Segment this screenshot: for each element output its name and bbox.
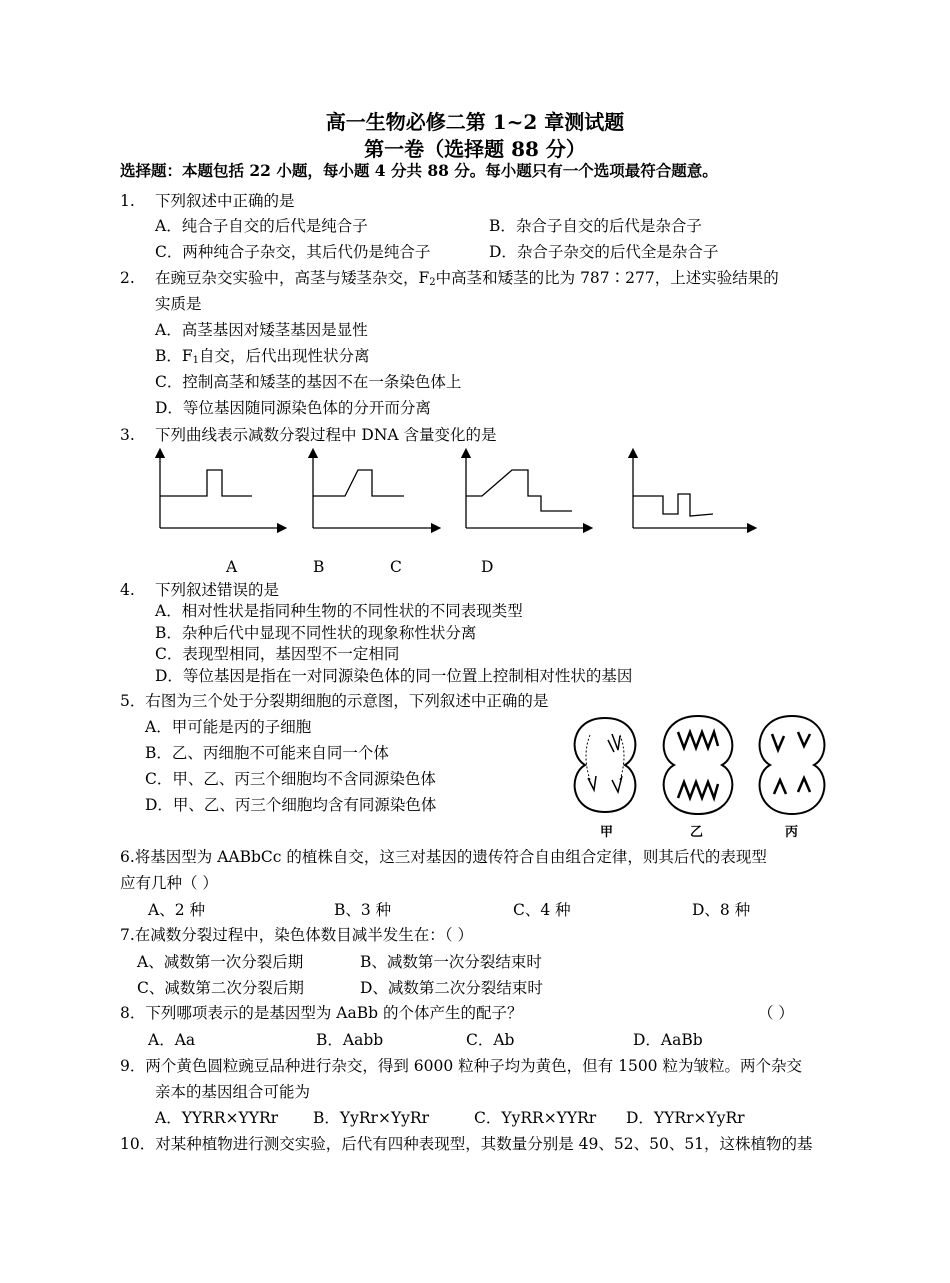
- q4-stem: 下列叙述错误的是: [155, 581, 280, 599]
- q4-number: 4.: [120, 581, 135, 599]
- q9-stem: 9．两个黄色圆粒豌豆品种进行杂交，得到 6000 粒种子均为黄色，但有 1500 粒为皱粒。两个杂交: [120, 1057, 802, 1075]
- graph-label-a: A: [226, 558, 238, 576]
- graph-label-c: C: [390, 558, 402, 576]
- q8-option-c: C．Ab: [466, 1031, 515, 1049]
- q2-option-d: D．等位基因随同源染色体的分开而分离: [155, 399, 431, 417]
- q2-number: 2.: [120, 269, 135, 287]
- q9-option-d: D．YYRr×YyRr: [626, 1109, 745, 1127]
- graph-d-axes: [633, 453, 752, 528]
- cell-bing: [760, 716, 825, 814]
- q1-number: 1.: [120, 192, 135, 210]
- dna-curve-graphs: [0, 0, 950, 560]
- graph-c-axes: [466, 453, 588, 528]
- q8-answer-bracket: （ ）: [758, 1004, 794, 1022]
- graph-b-axes: [313, 453, 436, 528]
- q7-option-b: B、减数第一次分裂结束时: [360, 953, 542, 971]
- q4-option-d: D．等位基因是指在一对同源染色体的同一位置上控制相对性状的基因: [155, 667, 633, 685]
- q5-option-c: C．甲、乙、丙三个细胞均不含同源染色体: [145, 770, 436, 788]
- q6-option-b: B、3 种: [334, 901, 392, 919]
- q7-option-c: C、减数第二次分裂后期: [137, 979, 304, 997]
- q4-option-b: B．杂种后代中显现不同性状的现象称性状分离: [155, 624, 477, 642]
- q2-option-a: A．高茎基因对矮茎基因是显性: [155, 321, 368, 339]
- q9-option-b: B．YyRr×YyRr: [313, 1109, 430, 1127]
- q5-option-b: B．乙、丙细胞不可能来自同一个体: [145, 744, 389, 762]
- q1-option-c: C．两种纯合子杂交，其后代仍是纯合子: [155, 243, 431, 261]
- q8-option-a: A．Aa: [148, 1031, 196, 1049]
- q4-option-c: C．表现型相同，基因型不一定相同: [155, 645, 400, 663]
- q7-stem: 7.在减数分裂过程中，染色体数目减半发生在：（ ）: [120, 926, 473, 944]
- cell-label-jia: 甲: [600, 825, 614, 840]
- graph-b-curve: [313, 470, 404, 496]
- q4-option-a: A．相对性状是指同种生物的不同性状的不同表现类型: [155, 602, 523, 620]
- graph-d-curve: [633, 494, 713, 516]
- q2-stem: 在豌豆杂交实验中，高茎与矮茎杂交，$F_2$中高茎和矮茎的比为 787∶277，上述实验结果的: [155, 269, 779, 288]
- q8-stem: 8．下列哪项表示的是基因型为 AaBb 的个体产生的配子？: [120, 1004, 523, 1022]
- cell-division-figure: [560, 710, 850, 820]
- q6-option-d: D、8 种: [692, 901, 751, 919]
- q7-option-d: D、减数第二次分裂结束时: [360, 979, 543, 997]
- q1-option-a: A．纯合子自交的后代是纯合子: [155, 217, 368, 235]
- cell-jia: [575, 718, 636, 812]
- q2-stem-line2: 实质是: [155, 295, 202, 313]
- q1-stem: 下列叙述中正确的是: [155, 192, 295, 210]
- instructions: 选择题：本题包括 22 小题，每小题 4 分共 88 分。每小题只有一个选项最符合题意。: [120, 161, 718, 180]
- graph-label-b: B: [313, 558, 325, 576]
- q6-stem: 6.将基因型为 AABbCc 的植株自交，这三对基因的遗传符合自由组合定律，则其后代的表现型: [120, 848, 767, 866]
- graph-c-curve: [466, 470, 572, 511]
- page-title: 高一生物必修二第 1~2 章测试题: [325, 110, 625, 134]
- q8-option-d: D．AaBb: [633, 1031, 703, 1049]
- cell-label-bing: 丙: [785, 825, 799, 840]
- q1-option-b: B．杂合子自交的后代是杂合子: [489, 217, 702, 235]
- q9-option-a: A．YYRR×YYRr: [155, 1109, 279, 1127]
- cell-label-yi: 乙: [690, 825, 704, 840]
- graph-a-axes: [160, 453, 282, 528]
- section-title: 第一卷（选择题 88 分）: [364, 137, 586, 161]
- q1-option-d: D．杂合子杂交的后代全是杂合子: [489, 243, 719, 261]
- q5-option-a: A．甲可能是丙的子细胞: [145, 718, 312, 736]
- q3-number: 3.: [120, 426, 135, 444]
- q2-option-c: C．控制高茎和矮茎的基因不在一条染色体上: [155, 373, 462, 391]
- q5-stem: 5．右图为三个处于分裂期细胞的示意图，下列叙述中正确的是: [120, 692, 549, 710]
- q10-stem: 10．对某种植物进行测交实验，后代有四种表现型，其数量分别是 49、52、50、51，这株植物的基: [120, 1135, 813, 1153]
- q6-stem-line2: 应有几种（ ）: [120, 874, 218, 892]
- cell-yi: [664, 716, 733, 814]
- q9-stem-line2: 亲本的基因组合可能为: [155, 1083, 311, 1101]
- q7-option-a: A、减数第一次分裂后期: [137, 953, 304, 971]
- q2-option-b: B．$F_1$自交，后代出现性状分离: [155, 347, 370, 366]
- q3-stem: 下列曲线表示减数分裂过程中 DNA 含量变化的是: [155, 426, 497, 444]
- graph-label-d: D: [481, 558, 494, 576]
- q8-option-b: B．Aabb: [316, 1031, 384, 1049]
- q6-option-c: C、4 种: [513, 901, 571, 919]
- q6-option-a: A、2 种: [148, 901, 205, 919]
- q5-option-d: D．甲、乙、丙三个细胞均含有同源染色体: [145, 796, 437, 814]
- q9-option-c: C．YyRR×YYRr: [474, 1109, 597, 1127]
- graph-a-curve: [160, 470, 252, 496]
